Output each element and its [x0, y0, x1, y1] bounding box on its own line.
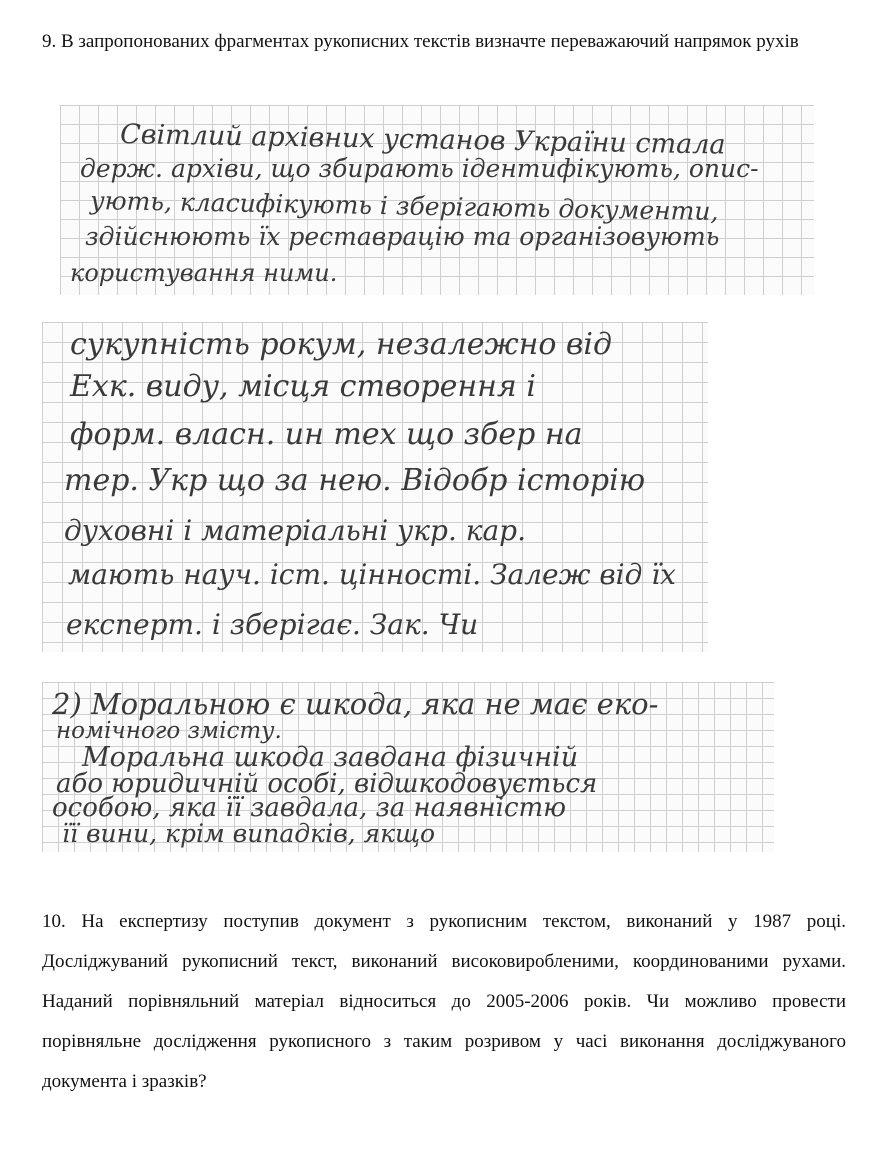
handwriting-line: Світлий архівних установ України стала — [119, 119, 726, 161]
handwriting-line: Ехк. виду, місця створення і — [70, 369, 536, 404]
handwriting-line: ують, класифікують і зберігають документи, — [89, 186, 719, 226]
handwriting-fragment-1 — [60, 105, 814, 295]
handwriting-line: номічного змісту. — [56, 718, 282, 744]
handwriting-fragment-2 — [42, 322, 708, 652]
handwriting-line: експерт. і зберігає. Зак. Чи — [66, 608, 479, 641]
handwriting-line: 2) Моральною є шкода, яка не має еко- — [52, 687, 659, 721]
handwriting-fragment-3-image — [42, 682, 774, 852]
question-9-text: 9. В запропонованих фрагментах рукописних текстів визначте переважаючий напрямок рухів — [42, 31, 799, 52]
question-10-text: 10. На експертизу поступив документ з рукописним текстом, виконаний у 1987 році. Досліджуваний рукописний текст, виконаний високовиробленими, координованими рухами. Наданий порівняльний матеріал відноситься до 2005-2006 років. Чи можливо провести порівняльне дослідження рукописного з таким розривом у часі виконання досліджуваного документа і зразків? — [42, 911, 846, 1092]
handwriting-line: тер. Укр що за нею. Відобр історію — [64, 463, 646, 498]
handwriting-line: мають науч. іст. цінності. Залеж від їх — [68, 558, 676, 591]
handwriting-line: особою, яка її завдала, за наявністю — [52, 793, 567, 823]
question-10 — [42, 902, 846, 1102]
handwriting-line: або юридичній особі, відшкодовується — [56, 769, 598, 799]
handwriting-fragment-1-image — [60, 105, 814, 295]
handwriting-line: форм. власн. ин тех що збер на — [70, 417, 583, 452]
handwriting-fragment-3 — [42, 682, 774, 852]
handwriting-line: здійснюють їх реставрацію та організовують — [85, 222, 720, 251]
handwriting-line: сукупність рокум, незалежно від — [70, 327, 612, 362]
handwriting-line: Моральна шкода завдана фізичній — [82, 742, 579, 773]
handwriting-line: її вини, крім випадків, якщо — [62, 819, 436, 848]
handwriting-line: держ. архіви, що збирають ідентифікують, опис- — [80, 154, 759, 183]
handwriting-line: користування ними. — [70, 259, 338, 287]
handwriting-line: духовні і матеріальні укр. кар. — [64, 514, 526, 547]
handwriting-fragment-2-image — [42, 322, 708, 652]
